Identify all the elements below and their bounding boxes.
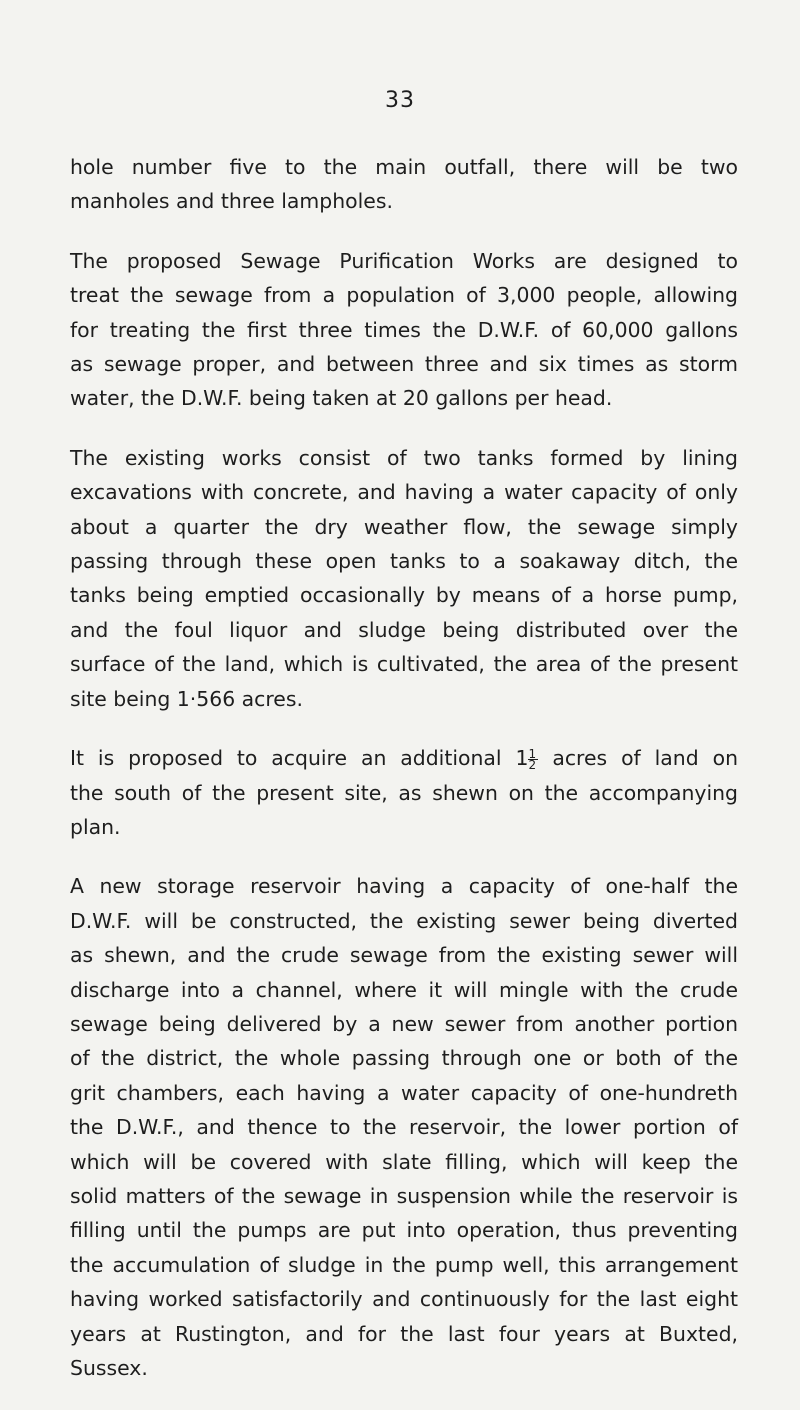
- text-line: The existing works consist of two tanks formed by lining: [70, 445, 738, 470]
- text-line: sewage being delivered by a new sewer from another portion: [70, 1011, 738, 1036]
- text-line: manholes and three lampholes.: [70, 189, 393, 214]
- paragraph-1: [70, 150, 738, 219]
- text-line: treat the sewage from a population of 3,000 people, allowing: [70, 283, 738, 308]
- text-line: surface of the land, which is cultivated, the area of the present: [70, 652, 738, 677]
- text-line: A new storage reservoir having a capacity of one-half the: [70, 874, 738, 899]
- text-line: years at Rustington, and for the last four years at Buxted,: [70, 1321, 738, 1346]
- paragraph-2: [70, 244, 738, 416]
- text-line: discharge into a channel, where it will mingle with the crude: [70, 977, 738, 1002]
- paragraph-3: [70, 441, 738, 716]
- text-line: about a quarter the dry weather flow, the sewage simply: [70, 514, 738, 539]
- text-line: water, the D.W.F. being taken at 20 gallons per head.: [70, 386, 613, 411]
- text-line: and the foul liquor and sludge being distributed over the: [70, 617, 738, 642]
- text-line: site being 1·566 acres.: [70, 686, 303, 711]
- page-number: 33: [385, 88, 415, 113]
- text-segment: acres of land on: [538, 746, 738, 771]
- text-segment: It is proposed to acquire an additional 1: [70, 746, 529, 771]
- text-line: The proposed Sewage Purification Works are designed to: [70, 248, 738, 273]
- text-line: tanks being emptied occasionally by means of a horse pump,: [70, 583, 738, 608]
- text-line: as sewage proper, and between three and six times as storm: [70, 352, 738, 377]
- text-line: solid matters of the sewage in suspension while the reservoir is: [70, 1183, 738, 1208]
- text-line: hole number five to the main outfall, there will be two: [70, 155, 738, 179]
- body-text: [70, 150, 738, 1410]
- paragraph-5: [70, 869, 738, 1385]
- fraction-one-half: [528, 746, 538, 772]
- text-line: plan.: [70, 814, 121, 839]
- fraction-numerator: 1: [528, 749, 538, 760]
- text-line: as shewn, and the crude sewage from the existing sewer will: [70, 943, 738, 968]
- text-line: filling until the pumps are put into operation, thus preventing: [70, 1218, 738, 1243]
- text-line-with-fraction: [70, 741, 738, 775]
- text-line: passing through these open tanks to a soakaway ditch, the: [70, 549, 738, 574]
- text-line: grit chambers, each having a water capacity of one-hundreth: [70, 1080, 738, 1105]
- text-line: D.W.F. will be constructed, the existing sewer being diverted: [70, 908, 738, 933]
- text-line: having worked satisfactorily and continuously for the last eight: [70, 1287, 738, 1312]
- text-line: the D.W.F., and thence to the reservoir, the lower portion of: [70, 1115, 738, 1140]
- text-line: excavations with concrete, and having a water capacity of only: [70, 480, 738, 505]
- text-line: the south of the present site, as shewn on the accompanying: [70, 780, 738, 805]
- fraction-denominator: 2: [528, 757, 537, 772]
- text-line: for treating the first three times the D.W.F. of 60,000 gallons: [70, 317, 738, 342]
- paragraph-4: [70, 741, 738, 844]
- text-line: of the district, the whole passing through one or both of the: [70, 1046, 738, 1071]
- text-line: Sussex.: [70, 1356, 148, 1380]
- text-line: the accumulation of sludge in the pump well, this arrangement: [70, 1252, 738, 1277]
- text-line: which will be covered with slate filling, which will keep the: [70, 1149, 738, 1174]
